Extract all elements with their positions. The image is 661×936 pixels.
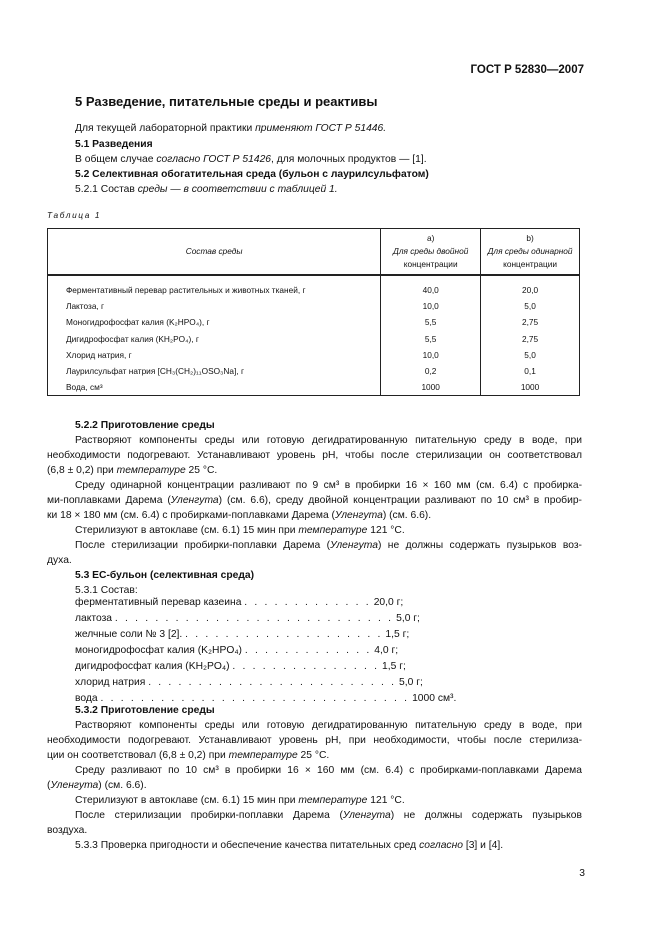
table-row <box>48 379 580 396</box>
table-row <box>48 347 580 363</box>
column-header-single: b) Для среды одинарной концентрации <box>481 229 580 276</box>
table-cell-double: 10,0 <box>381 298 481 314</box>
table-cell-double: 10,0 <box>381 347 481 363</box>
composition-table <box>47 228 580 396</box>
section-title: 5 Разведение, питательные среды и реактивы <box>75 94 378 109</box>
page-number: 3 <box>579 868 585 879</box>
table-cell-single: 0,1 <box>481 363 580 379</box>
subsection-5-3-title: 5.3 EC-бульон (селективная среда) <box>75 570 255 581</box>
s522-paragraph-3: Стерилизуют в автоклаве (см. 6.1) 15 мин при температуре 121 °C. <box>75 525 405 536</box>
table-row <box>48 363 580 379</box>
subsection-5-3-3-text: 5.3.3 Проверка пригодности и обеспечение качества питательных сред согласно [3] и [4]. <box>75 840 504 851</box>
column-header-double: a) Для среды двойной концентрации <box>381 229 481 276</box>
table-header-row <box>48 229 580 276</box>
subsection-5-3-1-text: 5.3.1 Состав: <box>75 585 138 596</box>
list-item: вода . . . . . . . . . . . . . . . . . . . . . . . . . . . . . . . 1000 см³. <box>75 693 457 704</box>
list-item: желчные соли № 3 [2]. . . . . . . . . . . . . . . . . . . . . 1,5 г; <box>75 629 410 640</box>
table-caption: Таблица 1 <box>47 210 102 220</box>
column-header-composition: Состав среды <box>48 229 381 276</box>
s522-paragraph-1-line-1: Растворяют компоненты среды или готовую дегидратированную питательную среду в воде, при <box>75 435 582 446</box>
table-cell-double: 1000 <box>381 379 481 396</box>
s522-paragraph-4-line-1: После стерилизации пробирки-поплавки Дарема (Уленгута) не должны содержать пузырьков воз- <box>75 540 582 551</box>
subsection-5-3-2-title: 5.3.2 Приготовление среды <box>75 705 215 716</box>
table-row <box>48 275 580 298</box>
list-item: моногидрофосфат калия (K₂HPO₄) . . . . . . . . . . . . . 4,0 г; <box>75 645 399 656</box>
table-row <box>48 331 580 347</box>
s522-paragraph-4-line-2: духа. <box>47 555 72 566</box>
s532-paragraph-3: Стерилизуют в автоклаве (см. 6.1) 15 мин при температуре 121 °C. <box>75 795 405 806</box>
subsection-5-2-1-text: 5.2.1 Состав среды — в соответствии с таблицей 1. <box>75 184 338 195</box>
s532-paragraph-4-line-1: После стерилизации пробирки-поплавки Дарема (Уленгута) не должны содержать пузырьков <box>75 810 582 821</box>
list-item: хлорид натрия . . . . . . . . . . . . . . . . . . . . . . . . . 5,0 г; <box>75 677 423 688</box>
s522-paragraph-1-line-2: необходимости подогревают. Устанавливают уровень pH, чтобы после стерилизации он соответствовал <box>47 450 582 461</box>
s532-paragraph-1-line-2: необходимости подогревают. Устанавливают уровень pH, при необходимости, чтобы после стерилиза- <box>47 735 582 746</box>
s532-paragraph-1-line-3: ции он соответствовал (6,8 ± 0,2) при температуре 25 °C. <box>47 750 330 761</box>
table-cell-single: 5,0 <box>481 298 580 314</box>
s532-paragraph-2-line-2: (Уленгута) (см. 6.6). <box>47 780 147 791</box>
table-cell-double: 5,5 <box>381 314 481 330</box>
table-cell-double: 0,2 <box>381 363 481 379</box>
table-row <box>48 314 580 330</box>
s532-paragraph-1-line-1: Растворяют компоненты среды или готовую дегидратированную питательную среду в воде, при <box>75 720 582 731</box>
subsection-5-1-title: 5.1 Разведения <box>75 139 153 150</box>
s532-paragraph-2-line-1: Среду разливают по 10 см³ в пробирки 16 × 160 мм (см. 6.4) с пробирками-поплавками Дарема <box>75 765 582 776</box>
table-cell-double: 5,5 <box>381 331 481 347</box>
table-cell-single: 20,0 <box>481 275 580 298</box>
table-cell-name: Лактоза, г <box>48 298 381 314</box>
table-cell-name: Хлорид натрия, г <box>48 347 381 363</box>
table-cell-name: Дигидрофосфат калия (KH₂PO₄), г <box>48 331 381 347</box>
table-cell-name: Лаурилсульфат натрия [CH₃(CH₂)₁₁OSO₃Na], г <box>48 363 381 379</box>
s522-paragraph-2-line-3: ки 18 × 180 мм (см. 6.4) с пробирками-поплавками Дарема (Уленгута) (см. 6.6). <box>47 510 432 521</box>
table-cell-name: Ферментативный перевар растительных и животных тканей, г <box>48 275 381 298</box>
s522-paragraph-1-line-3: (6,8 ± 0,2) при температуре 25 °C. <box>47 465 218 476</box>
table-cell-single: 1000 <box>481 379 580 396</box>
s522-paragraph-2-line-1: Среду одинарной концентрации разливают по 9 см³ в пробирки 16 × 160 мм (см. 6.4) с пробирка- <box>75 480 582 491</box>
document-number: ГОСТ Р 52830—2007 <box>470 64 584 76</box>
table-cell-single: 2,75 <box>481 331 580 347</box>
table-cell-name: Моногидрофосфат калия (K₂HPO₄), г <box>48 314 381 330</box>
s522-paragraph-2-line-2: ми-поплавками Дарема (Уленгута) (см. 6.6), среду двойной концентрации разливают по 10 см³ в пробир- <box>47 495 582 506</box>
intro-paragraph: Для текущей лабораторной практики применяют ГОСТ Р 51446. <box>75 123 387 134</box>
table-cell-single: 5,0 <box>481 347 580 363</box>
subsection-5-2-title: 5.2 Селективная обогатительная среда (бульон с лаурилсульфатом) <box>75 169 429 180</box>
list-item: ферментативный перевар казеина . . . . . . . . . . . . . 20,0 г; <box>75 597 404 608</box>
subsection-5-2-2-title: 5.2.2 Приготовление среды <box>75 420 215 431</box>
list-item: лактоза . . . . . . . . . . . . . . . . . . . . . . . . . . . . 5,0 г; <box>75 613 420 624</box>
table-row <box>48 298 580 314</box>
list-item: дигидрофосфат калия (KH₂PO₄) . . . . . . . . . . . . . . . 1,5 г; <box>75 661 406 672</box>
subsection-5-1-text: В общем случае согласно ГОСТ Р 51426, для молочных продуктов — [1]. <box>75 154 427 165</box>
table-cell-name: Вода, см³ <box>48 379 381 396</box>
s532-paragraph-4-line-2: воздуха. <box>47 825 88 836</box>
table-cell-double: 40,0 <box>381 275 481 298</box>
table-cell-single: 2,75 <box>481 314 580 330</box>
